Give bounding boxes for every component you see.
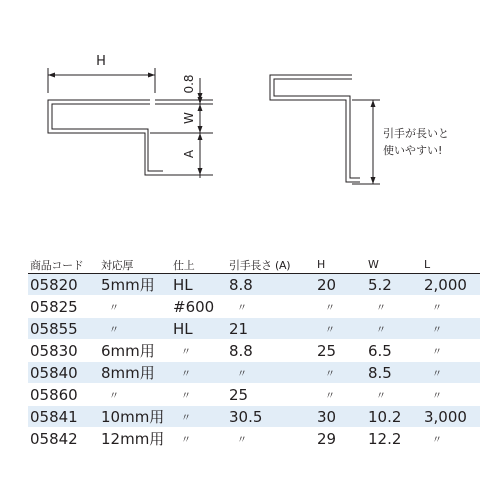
table-cell: 05830 <box>28 340 99 362</box>
header-h: H <box>315 256 366 274</box>
table-cell: 20 <box>315 274 366 296</box>
table-cell: 〃 <box>315 384 366 406</box>
table-cell: 8.8 <box>227 274 315 296</box>
table-cell: 〃 <box>99 384 171 406</box>
profile-diagram <box>0 0 500 245</box>
table-cell: 8.8 <box>227 340 315 362</box>
table-cell: 8.5 <box>366 362 422 384</box>
table-row <box>28 274 480 296</box>
table-cell: 〃 <box>227 362 315 384</box>
label-a: A <box>182 149 196 159</box>
table-cell: 2,000 <box>422 274 480 296</box>
table-cell: 6.5 <box>366 340 422 362</box>
table-cell: 〃 <box>171 428 227 450</box>
table-cell: 〃 <box>315 296 366 318</box>
table-cell: 25 <box>227 384 315 406</box>
table-cell: 12.2 <box>366 428 422 450</box>
table-cell: 12mm用 <box>99 428 171 450</box>
table-cell: 〃 <box>171 340 227 362</box>
table-row <box>28 296 480 318</box>
table-cell: 〃 <box>99 296 171 318</box>
table-cell: 〃 <box>422 384 480 406</box>
table-row <box>28 318 480 340</box>
table-cell: 〃 <box>366 296 422 318</box>
table-cell: 05842 <box>28 428 99 450</box>
label-w: W <box>182 112 196 124</box>
table-row <box>28 406 480 428</box>
note-line-1: 引手が長いと <box>383 127 449 140</box>
table-cell: 05840 <box>28 362 99 384</box>
table-cell: 〃 <box>171 384 227 406</box>
table-cell: 21 <box>227 318 315 340</box>
table-cell: 30 <box>315 406 366 428</box>
table-cell: 8mm用 <box>99 362 171 384</box>
table-cell: 29 <box>315 428 366 450</box>
table-cell: 〃 <box>227 296 315 318</box>
label-h: H <box>96 54 106 69</box>
table-cell: 05841 <box>28 406 99 428</box>
table-cell: 〃 <box>227 428 315 450</box>
table-cell: HL <box>171 318 227 340</box>
table-cell: 〃 <box>422 362 480 384</box>
right-profile-shape <box>270 75 360 182</box>
table-header-row <box>28 256 480 274</box>
table-cell: 05855 <box>28 318 99 340</box>
table-cell: 〃 <box>171 362 227 384</box>
table-cell: 10.2 <box>366 406 422 428</box>
table-cell: 05860 <box>28 384 99 406</box>
table-cell: 〃 <box>171 406 227 428</box>
table-cell: 〃 <box>422 318 480 340</box>
header-pull-length: 引手長さ (A) <box>227 256 315 274</box>
table-cell: 〃 <box>422 428 480 450</box>
table-cell: 〃 <box>99 318 171 340</box>
table-cell: 10mm用 <box>99 406 171 428</box>
table-cell: 30.5 <box>227 406 315 428</box>
spec-table <box>28 256 480 450</box>
table-cell: 05825 <box>28 296 99 318</box>
table-row <box>28 340 480 362</box>
table-cell: 〃 <box>315 362 366 384</box>
table-cell: 5mm用 <box>99 274 171 296</box>
table-cell: 〃 <box>422 340 480 362</box>
table-row <box>28 384 480 406</box>
note-line-2: 使いやすい! <box>383 144 443 157</box>
table-cell: #600 <box>171 296 227 318</box>
table-cell: 〃 <box>422 296 480 318</box>
table-row <box>28 428 480 450</box>
header-code: 商品コード <box>28 256 99 274</box>
left-profile-shape <box>48 100 163 175</box>
table-cell: 〃 <box>366 384 422 406</box>
table-cell: 3,000 <box>422 406 480 428</box>
header-thickness: 対応厚 <box>99 256 171 274</box>
header-l: L <box>422 256 480 274</box>
label-thickness: 0.8 <box>182 74 196 94</box>
table-cell: 25 <box>315 340 366 362</box>
table-cell: 5.2 <box>366 274 422 296</box>
table-cell: 05820 <box>28 274 99 296</box>
table-cell: 6mm用 <box>99 340 171 362</box>
header-finish: 仕上 <box>171 256 227 274</box>
table-row <box>28 362 480 384</box>
table-cell: HL <box>171 274 227 296</box>
header-w: W <box>366 256 422 274</box>
table-cell: 〃 <box>315 318 366 340</box>
table-cell: 〃 <box>366 318 422 340</box>
